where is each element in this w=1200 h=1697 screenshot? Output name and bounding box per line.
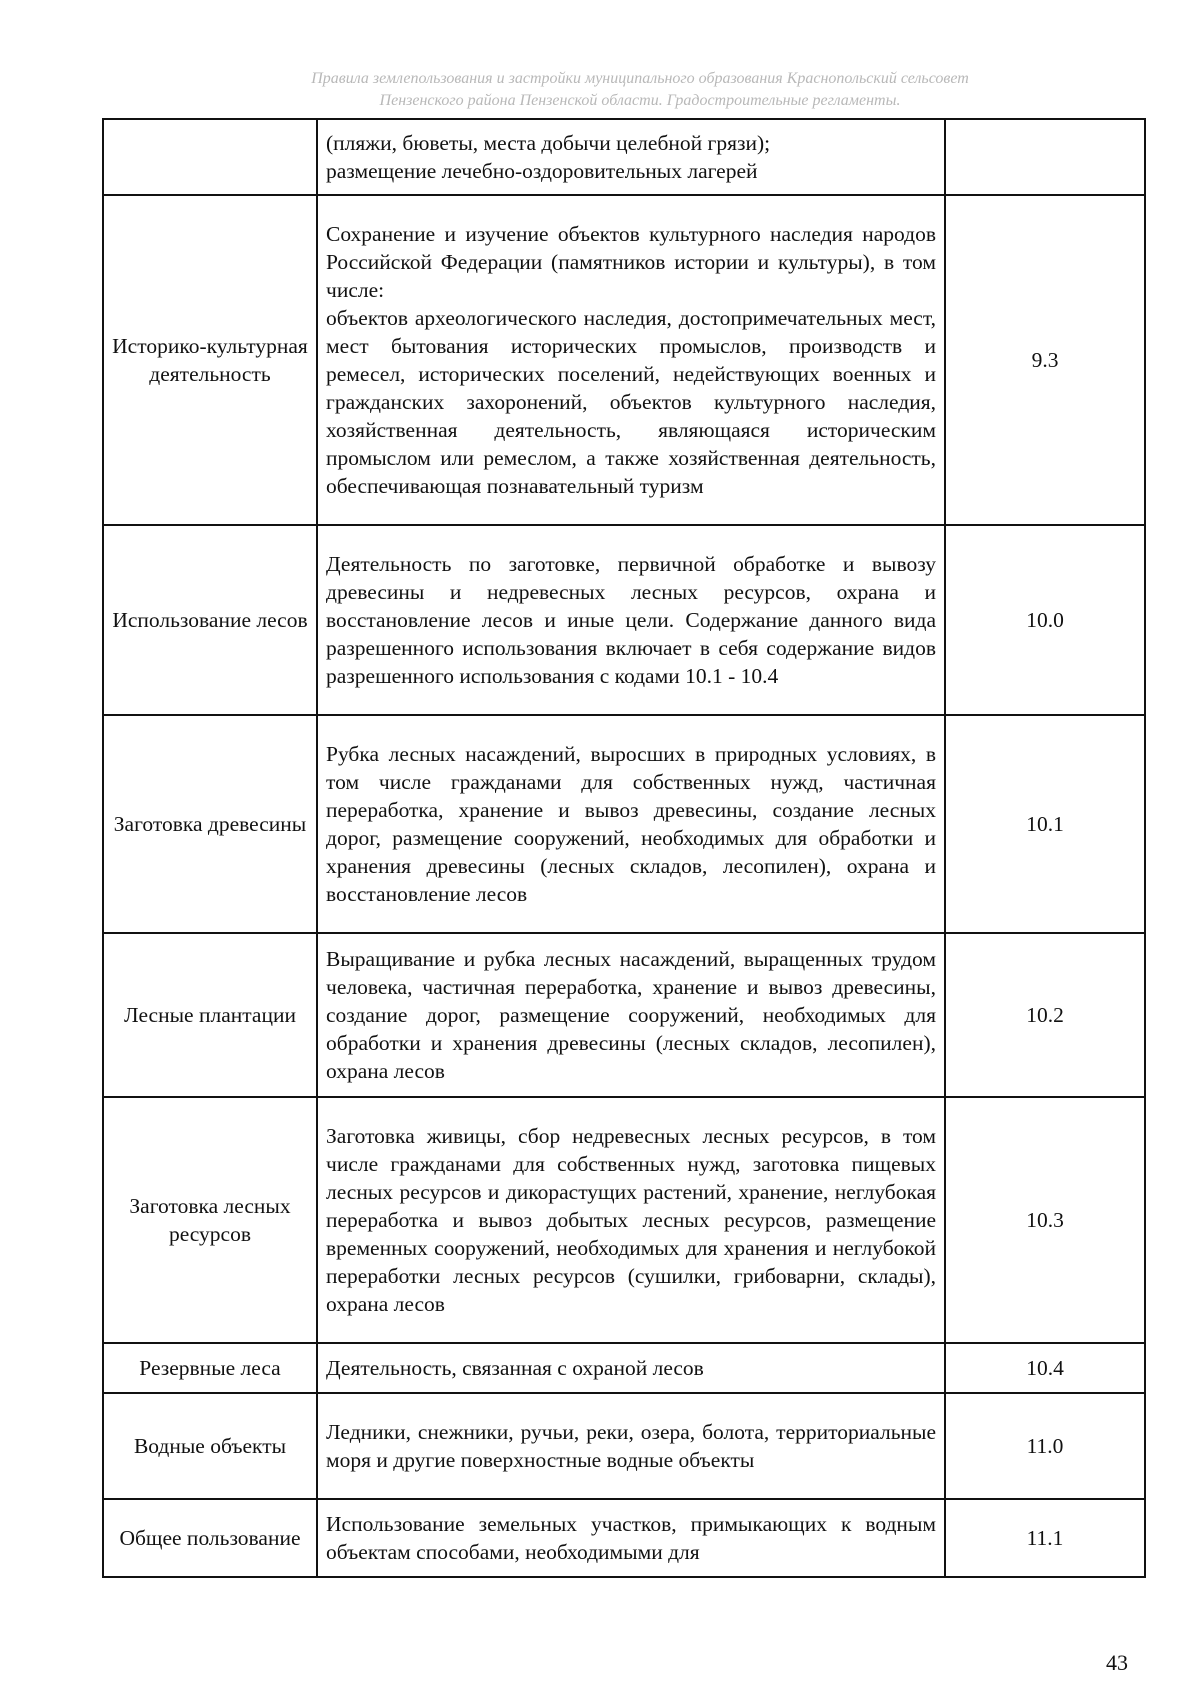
- header-line-1: Правила землепользования и застройки муниципального образования Краснопольский сельсовет: [311, 70, 969, 87]
- table-row: [103, 525, 1145, 715]
- use-name-cell: Историко-культурная деятельность: [103, 195, 317, 525]
- use-description-cell: Деятельность по заготовке, первичной обработке и вывозу древесины и недревесных лесных ресурсов, охрана и восстановление лесов и иные цели. Содержание данного вида разрешенного использования включает в себя содержание видов разрешенного использования с кодами 10.1 - 10.4: [317, 525, 945, 715]
- use-code-cell: 11.1: [945, 1499, 1145, 1577]
- use-name-cell: Общее пользование: [103, 1499, 317, 1577]
- table-row: [103, 715, 1145, 933]
- use-name-cell: Использование лесов: [103, 525, 317, 715]
- use-name-cell: Заготовка лесных ресурсов: [103, 1097, 317, 1343]
- use-code-cell: 10.4: [945, 1343, 1145, 1393]
- land-use-table: [102, 118, 1146, 1578]
- use-code-cell: 10.2: [945, 933, 1145, 1097]
- header-line-2: Пензенского района Пензенской области. Градостроительные регламенты.: [379, 92, 901, 109]
- use-code-cell: 10.1: [945, 715, 1145, 933]
- table-row: [103, 1499, 1145, 1577]
- use-description-cell: Деятельность, связанная с охраной лесов: [317, 1343, 945, 1393]
- table-row: [103, 195, 1145, 525]
- use-name-cell: Заготовка древесины: [103, 715, 317, 933]
- table-row: [103, 933, 1145, 1097]
- use-code-cell: 9.3: [945, 195, 1145, 525]
- table-row: [103, 1393, 1145, 1499]
- use-name-cell: Лесные плантации: [103, 933, 317, 1097]
- use-code-cell: [945, 119, 1145, 195]
- use-name-cell: Резервные леса: [103, 1343, 317, 1393]
- use-code-cell: 10.3: [945, 1097, 1145, 1343]
- use-description-cell: Сохранение и изучение объектов культурного наследия народов Российской Федерации (памятников истории и культуры), в том числе: объектов археологического наследия, достопримечательных мест, мест бытования исторических промыслов, производств и ремесел, исторических поселений, недействующих военных и гражданских захоронений, объектов культурного наследия, хозяйственная деятельность, являющаяся историческим промыслом или ремеслом, а также хозяйственная деятельность, обеспечивающая познавательный туризм: [317, 195, 945, 525]
- page-header: [180, 68, 1100, 112]
- table-row: [103, 119, 1145, 195]
- use-description-cell: Рубка лесных насаждений, выросших в природных условиях, в том числе гражданами для собственных нужд, частичная переработка, хранение и вывоз древесины, создание лесных дорог, размещение сооружений, необходимых для обработки и хранения древесины (лесных складов, лесопилен), охрана и восстановление лесов: [317, 715, 945, 933]
- use-code-cell: 10.0: [945, 525, 1145, 715]
- table-row: [103, 1343, 1145, 1393]
- use-description-cell: Использование земельных участков, примыкающих к водным объектам способами, необходимыми для: [317, 1499, 945, 1577]
- use-name-cell: Водные объекты: [103, 1393, 317, 1499]
- use-description-cell: Заготовка живицы, сбор недревесных лесных ресурсов, в том числе гражданами для собственных нужд, заготовка пищевых лесных ресурсов и дикорастущих растений, хранение, неглубокая переработка и вывоз добытых лесных ресурсов, размещение временных сооружений, необходимых для хранения и неглубокой переработки лесных ресурсов (сушилки, грибоварни, склады), охрана лесов: [317, 1097, 945, 1343]
- use-description-cell: Ледники, снежники, ручьи, реки, озера, болота, территориальные моря и другие поверхностные водные объекты: [317, 1393, 945, 1499]
- table-row: [103, 1097, 1145, 1343]
- use-description-cell: (пляжи, бюветы, места добычи целебной грязи); размещение лечебно-оздоровительных лагерей: [317, 119, 945, 195]
- use-code-cell: 11.0: [945, 1393, 1145, 1499]
- page-number: 43: [1106, 1650, 1128, 1675]
- use-name-cell: [103, 119, 317, 195]
- use-description-cell: Выращивание и рубка лесных насаждений, выращенных трудом человека, частичная переработка, хранение и вывоз древесины, создание дорог, размещение сооружений, необходимых для обработки и хранения древесины (лесных складов, лесопилен), охрана лесов: [317, 933, 945, 1097]
